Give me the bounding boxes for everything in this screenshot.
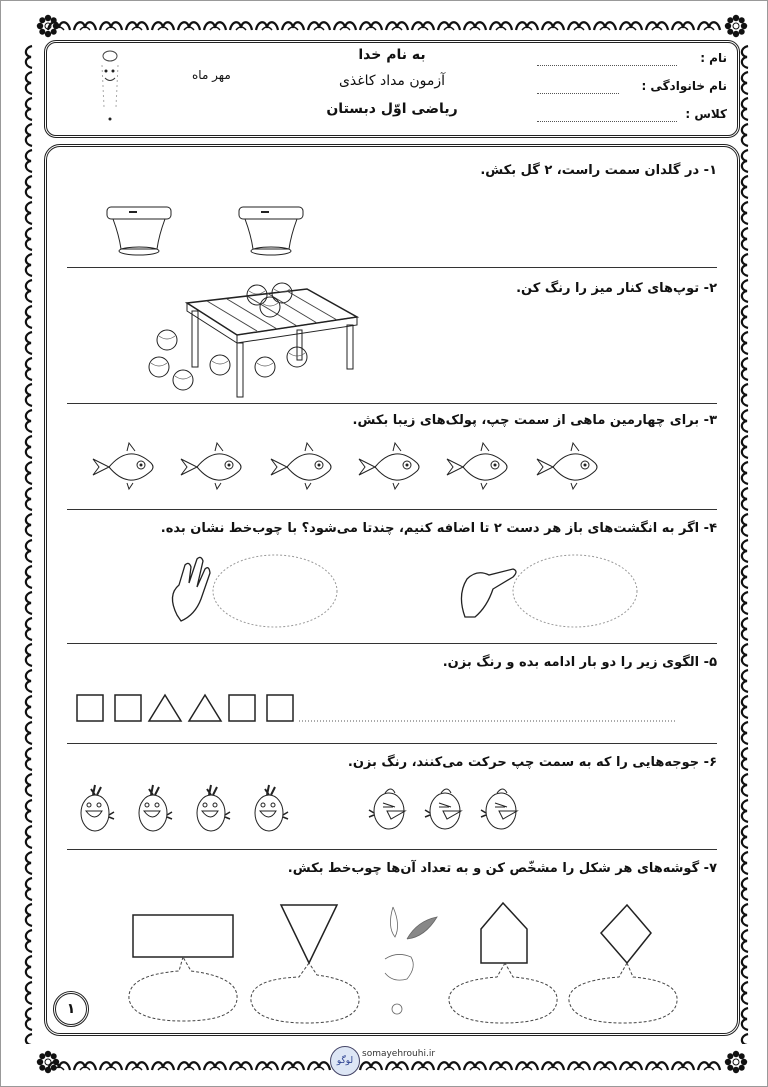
bird-icon (425, 789, 461, 829)
fish-icon (181, 443, 241, 489)
diamond-icon (601, 905, 651, 963)
question-6-text: ۶- جوجه‌هایی را که به سمت چپ حرکت می‌کنند، رنگ بزن. (347, 755, 717, 770)
flower-pot-right-icon[interactable] (237, 205, 307, 257)
divider (67, 403, 717, 404)
name-label: نام : (700, 51, 727, 65)
square-icon (77, 695, 103, 721)
hand-one-finger-with-oval[interactable] (455, 555, 655, 629)
page-number: ۱ (53, 991, 89, 1027)
square-icon (229, 695, 255, 721)
left-wave-border (22, 44, 36, 1044)
seven-birds-image[interactable] (77, 781, 547, 837)
square-icon (267, 695, 293, 721)
square-icon (115, 695, 141, 721)
question-3-text: ۳- برای چهارمین ماهی از سمت چپ، پولک‌های زیبا بکش. (352, 413, 717, 428)
header-box (44, 40, 740, 138)
question-4-text: ۴- اگر به انگشت‌های باز هر دست ۲ تا اضافه کنیم، چندتا می‌شود؟ با چوب‌خط نشان بده. (160, 521, 717, 536)
triangle-icon (281, 905, 337, 963)
question-2-text: ۲- توپ‌های کنار میز را رنگ کن. (516, 281, 717, 296)
family-name-field[interactable] (537, 93, 619, 94)
rectangle-icon (133, 915, 233, 957)
bird-icon (197, 785, 230, 831)
shape-pattern (75, 691, 695, 727)
flower-pot-left-icon (105, 205, 175, 257)
triangle-icon (189, 695, 221, 721)
month-label: مهر ماه (192, 68, 231, 82)
corner-flower-icon (724, 1050, 748, 1074)
divider (67, 267, 717, 268)
bird-icon (369, 789, 405, 829)
rabbit-doodle-icon (385, 907, 437, 1014)
bird-icon (139, 785, 172, 831)
six-fish-image (89, 433, 609, 503)
bird-icon (81, 785, 114, 831)
fish-icon (447, 443, 507, 489)
website-url[interactable]: somayehrouhi.ir (362, 1049, 436, 1059)
fish-icon (271, 443, 331, 489)
question-1-text: ۱- در گلدان سمت راست، ۲ گل بکش. (480, 163, 717, 178)
divider (67, 509, 717, 510)
question-5-text: ۵- الگوی زیر را دو بار ادامه بده و رنگ بزن. (442, 655, 717, 670)
site-logo-icon: لوگو (330, 1046, 360, 1076)
fish-icon (359, 443, 419, 489)
right-wave-border (738, 44, 752, 1044)
divider (67, 643, 717, 644)
pencil-character-icon (95, 47, 125, 127)
header-title: به نام خدا (358, 47, 426, 63)
subject-name: ریاضی اوّل دبستان (326, 101, 458, 117)
class-label: کلاس : (685, 107, 727, 121)
bird-icon (481, 789, 517, 829)
triangle-icon (149, 695, 181, 721)
top-wave-border (46, 16, 722, 36)
pentagon-icon (481, 903, 527, 963)
exam-name: آزمون مداد کاغذی (338, 73, 446, 89)
class-field[interactable] (537, 121, 677, 122)
fish-icon (537, 443, 597, 489)
questions-box (44, 144, 740, 1036)
hand-three-fingers-with-oval[interactable] (165, 555, 355, 629)
bird-icon (255, 785, 288, 831)
bottom-wave-border (46, 1056, 722, 1076)
family-name-label: نام خانوادگی : (641, 79, 727, 93)
table-with-balls-image[interactable] (147, 275, 367, 399)
question-7-text: ۷- گوشه‌های هر شکل را مشخّص کن و به تعداد آن‌ها چوب‌خط بکش. (287, 861, 717, 876)
fish-icon (93, 443, 153, 489)
divider (67, 849, 717, 850)
divider (67, 743, 717, 744)
shapes-with-bubbles-image[interactable] (67, 887, 717, 1027)
name-field[interactable] (537, 65, 677, 66)
corner-flower-icon (724, 14, 748, 38)
